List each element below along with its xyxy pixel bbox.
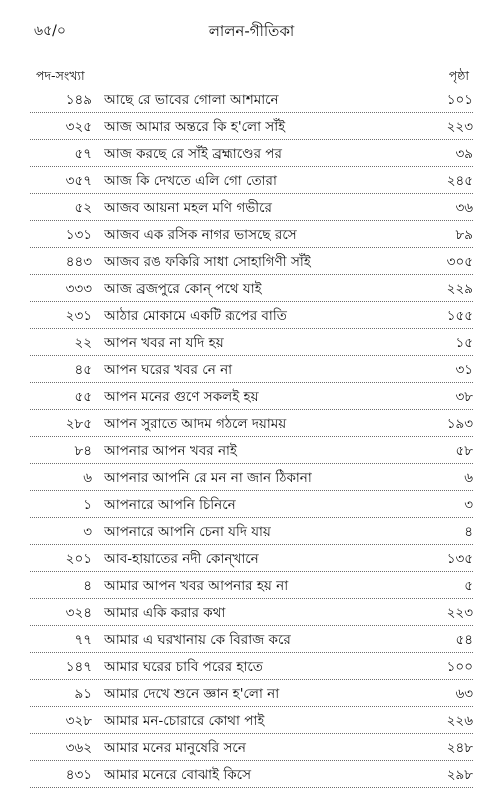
dotted-rule	[30, 679, 473, 680]
dotted-rule	[30, 328, 473, 329]
entry-title: আপন ঘরের খবর নে না	[104, 362, 233, 378]
entry-page: ১৩৫	[446, 551, 473, 567]
index-entry	[0, 115, 503, 142]
dotted-rule	[30, 112, 473, 113]
entry-number: ৩২৮	[65, 713, 92, 729]
entry-title: আছে রে ভাবের গোলা আশমানে	[104, 92, 279, 108]
index-entry	[0, 655, 503, 682]
index-entry	[0, 358, 503, 385]
entry-number: ৫৫	[74, 389, 92, 405]
entry-number: ৯১	[74, 686, 92, 702]
page-number: ৬৫/০	[34, 23, 67, 39]
entry-page: ৮৯	[455, 227, 473, 243]
dotted-rule	[30, 625, 473, 626]
entry-number: ৪৪৩	[65, 254, 92, 270]
index-entry	[0, 169, 503, 196]
entry-number: ২৩১	[65, 308, 92, 324]
dotted-rule	[30, 706, 473, 707]
index-entry	[0, 196, 503, 223]
entry-page: ২২৬	[446, 713, 473, 729]
entry-page: ২৪৮	[446, 740, 473, 756]
index-entry	[0, 439, 503, 466]
entry-number: ৪৩১	[65, 767, 92, 783]
column-header-page: পৃষ্ঠা	[448, 68, 469, 83]
dotted-rule	[30, 193, 473, 194]
dotted-rule	[30, 544, 473, 545]
entry-page: ১৯৩	[446, 416, 473, 432]
dotted-rule	[30, 598, 473, 599]
entry-number: ১৩১	[65, 227, 92, 243]
entry-page: ১০১	[446, 92, 473, 108]
entry-number: ৩৬২	[65, 740, 92, 756]
book-title: লালন-গীতিকা	[208, 22, 295, 40]
entry-title: আমার মনেরে বোঝাই কিসে	[104, 767, 251, 783]
entry-title: আজব আয়না মহল মণি গভীরে	[104, 200, 272, 216]
entry-page: ১০০	[446, 659, 473, 675]
index-entry	[0, 304, 503, 331]
entry-page: ৩১	[455, 362, 473, 378]
index-entry	[0, 763, 503, 790]
dotted-rule	[30, 517, 473, 518]
index-entry	[0, 601, 503, 628]
entry-page: ৩৬	[455, 200, 473, 216]
index-entry	[0, 520, 503, 547]
index-entry-list	[0, 88, 503, 790]
dotted-rule	[30, 733, 473, 734]
entry-number: ৩	[83, 524, 92, 540]
running-head	[0, 20, 503, 44]
entry-page: ২২৯	[446, 281, 473, 297]
dotted-rule	[30, 409, 473, 410]
index-entry	[0, 412, 503, 439]
entry-title: আমার মন-চোরারে কোথা পাই	[104, 713, 265, 729]
index-entry	[0, 493, 503, 520]
index-entry	[0, 88, 503, 115]
entry-title: আঠার মোকামে একটি রূপের বাতি	[104, 308, 287, 324]
dotted-rule	[30, 139, 473, 140]
entry-number: ৩৩৩	[65, 281, 92, 297]
entry-page: ৩	[464, 497, 473, 513]
entry-number: ১৪৯	[65, 92, 92, 108]
entry-title: আব-হায়াতের নদী কোন্‌খানে	[104, 551, 259, 567]
entry-title: আজ করছে রে সাঁই ব্রহ্মাণ্ডের পর	[104, 146, 282, 162]
entry-page: ৬	[464, 470, 473, 486]
entry-number: ৩২৫	[65, 119, 92, 135]
dotted-rule	[30, 220, 473, 221]
dotted-rule	[30, 301, 473, 302]
entry-number: ২২	[74, 335, 92, 351]
dotted-rule	[30, 355, 473, 356]
index-entry	[0, 385, 503, 412]
dotted-rule	[30, 166, 473, 167]
entry-title: আজ আমার অন্তরে কি হ'লো সাঁই	[104, 119, 286, 135]
dotted-rule	[30, 463, 473, 464]
entry-title: আমার এ ঘরখানায় কে বিরাজ করে	[104, 632, 291, 648]
entry-page: ৩৮	[455, 389, 473, 405]
index-entry	[0, 628, 503, 655]
entry-title: আজ কি দেখতে এলি গো তোরা	[104, 173, 277, 189]
dotted-rule	[30, 436, 473, 437]
entry-page: ৩০৫	[446, 254, 473, 270]
entry-title: আপনারে আপনি চিনিনে	[104, 497, 236, 513]
dotted-rule	[30, 571, 473, 572]
entry-number: ৩৫৭	[65, 173, 92, 189]
index-entry	[0, 466, 503, 493]
entry-page: ১৫	[455, 335, 473, 351]
index-entry	[0, 142, 503, 169]
entry-page: ৪	[464, 524, 473, 540]
entry-title: আজ ব্রজপুরে কোন্ পথে যাই	[104, 281, 262, 297]
entry-number: ৪	[83, 578, 92, 594]
dotted-rule	[30, 652, 473, 653]
dotted-rule	[30, 274, 473, 275]
entry-number: ৬	[83, 470, 92, 486]
index-entry	[0, 277, 503, 304]
entry-title: আমার দেখে শুনে জ্ঞান হ'লো না	[104, 686, 280, 702]
entry-number: ৭৭	[74, 632, 92, 648]
index-entry	[0, 250, 503, 277]
entry-title: আমার মনের মানুষেরি সনে	[104, 740, 246, 756]
index-entry	[0, 223, 503, 250]
column-headers	[0, 66, 503, 86]
entry-page: ২৯৮	[446, 767, 473, 783]
entry-number: ২৮৫	[65, 416, 92, 432]
entry-number: ৮৪	[74, 443, 92, 459]
entry-page: ৫৪	[455, 632, 473, 648]
entry-page: ৫৮	[455, 443, 473, 459]
entry-page: ৫	[464, 578, 473, 594]
entry-number: ১৪৭	[65, 659, 92, 675]
entry-number: ৩২৪	[65, 605, 92, 621]
entry-page: ১৫৫	[446, 308, 473, 324]
entry-title: আজব এক রসিক নাগর ভাসছে রসে	[104, 227, 297, 243]
entry-number: ১	[83, 497, 92, 513]
entry-title: আপনার আপন খবর নাই	[104, 443, 237, 459]
dotted-rule	[30, 247, 473, 248]
entry-page: ২২৩	[446, 605, 473, 621]
entry-number: ৪৫	[74, 362, 92, 378]
entry-title: আজব রঙ ফকিরি সাধা সোহাগিণী সাঁই	[104, 254, 311, 270]
index-entry	[0, 736, 503, 763]
entry-title: আমার ঘরের চাবি পরের হাতে	[104, 659, 263, 675]
entry-title: আমার একি করার কথা	[104, 605, 226, 621]
entry-page: ২২৩	[446, 119, 473, 135]
entry-title: আপন সুরাতে আদম গঠলে দয়াময়	[104, 416, 287, 432]
entry-page: ৩৯	[455, 146, 473, 162]
index-entry	[0, 331, 503, 358]
entry-title: আমার আপন খবর আপনার হয় না	[104, 578, 289, 594]
dotted-rule	[30, 490, 473, 491]
column-header-number: পদ-সংখ্যা	[36, 68, 85, 83]
index-entry	[0, 682, 503, 709]
entry-number: ৫৭	[74, 146, 92, 162]
entry-title: আপন মনের গুণে সকলই হয়	[104, 389, 259, 405]
entry-page: ৬৩	[455, 686, 473, 702]
entry-number: ২০১	[65, 551, 92, 567]
dotted-rule	[30, 382, 473, 383]
entry-title: আপন খবর না যদি হয়	[104, 335, 224, 351]
index-entry	[0, 709, 503, 736]
index-entry	[0, 574, 503, 601]
index-entry	[0, 547, 503, 574]
entry-number: ৫২	[74, 200, 92, 216]
entry-page: ২৪৫	[446, 173, 473, 189]
dotted-rule	[30, 787, 473, 788]
dotted-rule	[30, 760, 473, 761]
entry-title: আপনারে আপনি চেনা যদি যায়	[104, 524, 271, 540]
entry-title: আপনার আপনি রে মন না জান ঠিকানা	[104, 470, 312, 486]
